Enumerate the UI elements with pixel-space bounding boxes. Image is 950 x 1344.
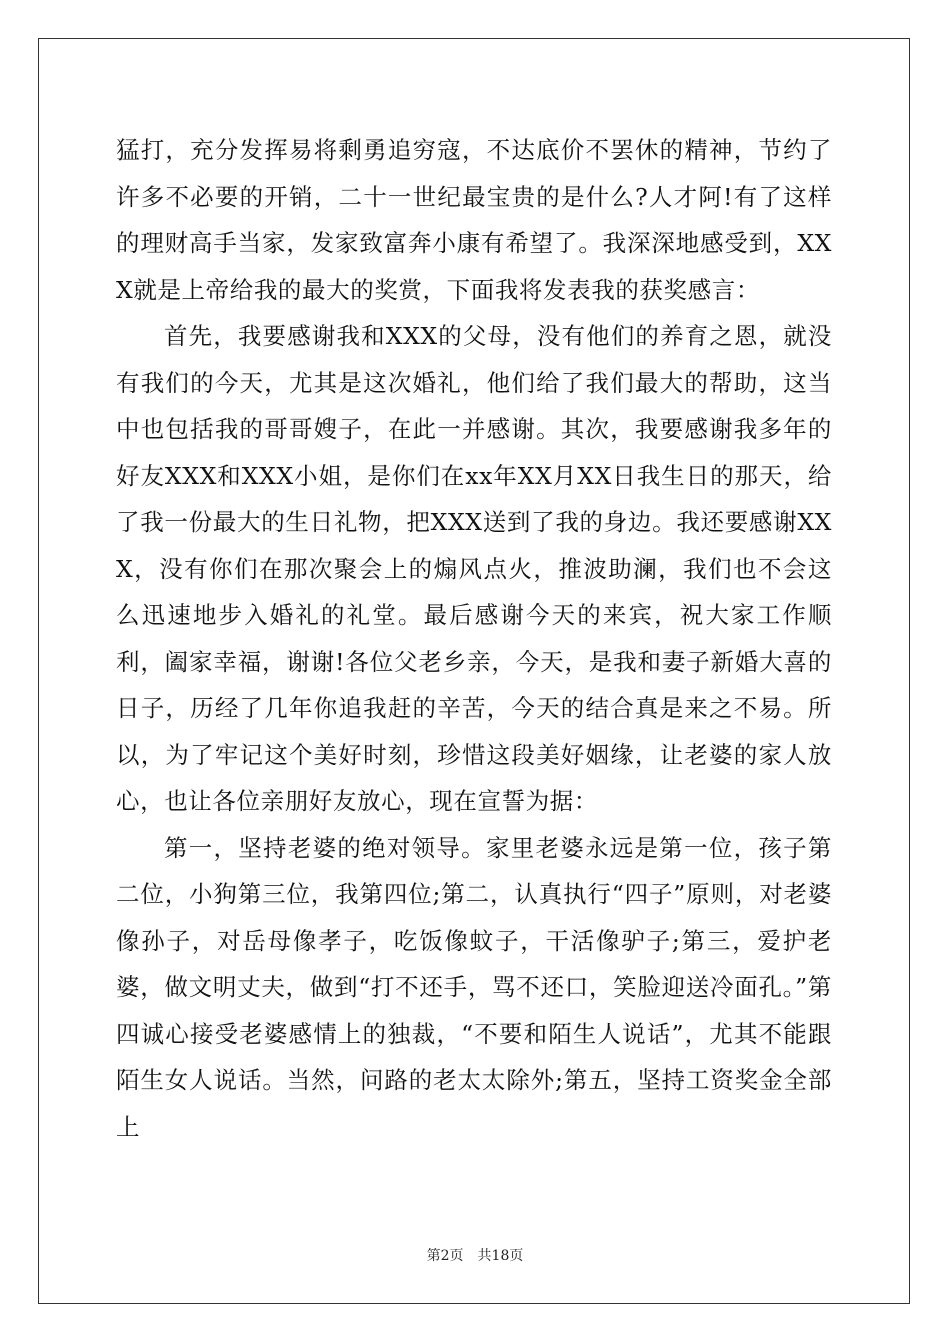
- page-number: 第2页: [426, 1248, 464, 1264]
- paragraph-1: 猛打，充分发挥易将剩勇追穷寇，不达底价不罢休的精神，节约了许多不必要的开销，二十一世纪最宝贵的是什么?人才阿!有了这样的理财高手当家，发家致富奔小康有希望了。我深深地感受到，XXX就是上帝给我的最大的奖赏，下面我将发表我的获奖感言：: [116, 136, 832, 304]
- page-footer: [0, 1247, 950, 1265]
- paragraph-2: 首先，我要感谢我和XXX的父母，没有他们的养育之恩，就没有我们的今天，尤其是这次婚礼，他们给了我们最大的帮助，这当中也包括我的哥哥嫂子，在此一并感谢。其次，我要感谢我多年的好友XXX和XXX小姐，是你们在xx年XX月XX日我生日的那天，给了我一份最大的生日礼物，把XXX送到了我的身边。我还要感谢XXX，没有你们在那次聚会上的煽风点火，推波助澜，我们也不会这么迅速地步入婚礼的礼堂。最后感谢今天的来宾，祝大家工作顺利，阖家幸福，谢谢!各位父老乡亲，今天，是我和妻子新婚大喜的日子，历经了几年你追我赶的辛苦，今天的结合真是来之不易。所以，为了牢记这个美好时刻，珍惜这段美好姻缘，让老婆的家人放心，也让各位亲朋好友放心，现在宣誓为据：: [116, 322, 832, 815]
- paragraph-3: 第一，坚持老婆的绝对领导。家里老婆永远是第一位，孩子第二位，小狗第三位，我第四位;第二，认真执行“四子”原则，对老婆像孙子，对岳母像孝子，吃饭像蚊子，干活像驴子;第三，爱护老婆，做文明丈夫，做到“打不还手，骂不还口，笑脸迎送冷面孔。”第四诚心接受老婆感情上的独裁，“不要和陌生人说话”，尤其不能跟陌生女人说话。当然，问路的老太太除外;第五，坚持工资奖金全部上: [116, 833, 832, 1141]
- page-total: 共18页: [477, 1248, 524, 1264]
- document-body: [116, 127, 832, 1150]
